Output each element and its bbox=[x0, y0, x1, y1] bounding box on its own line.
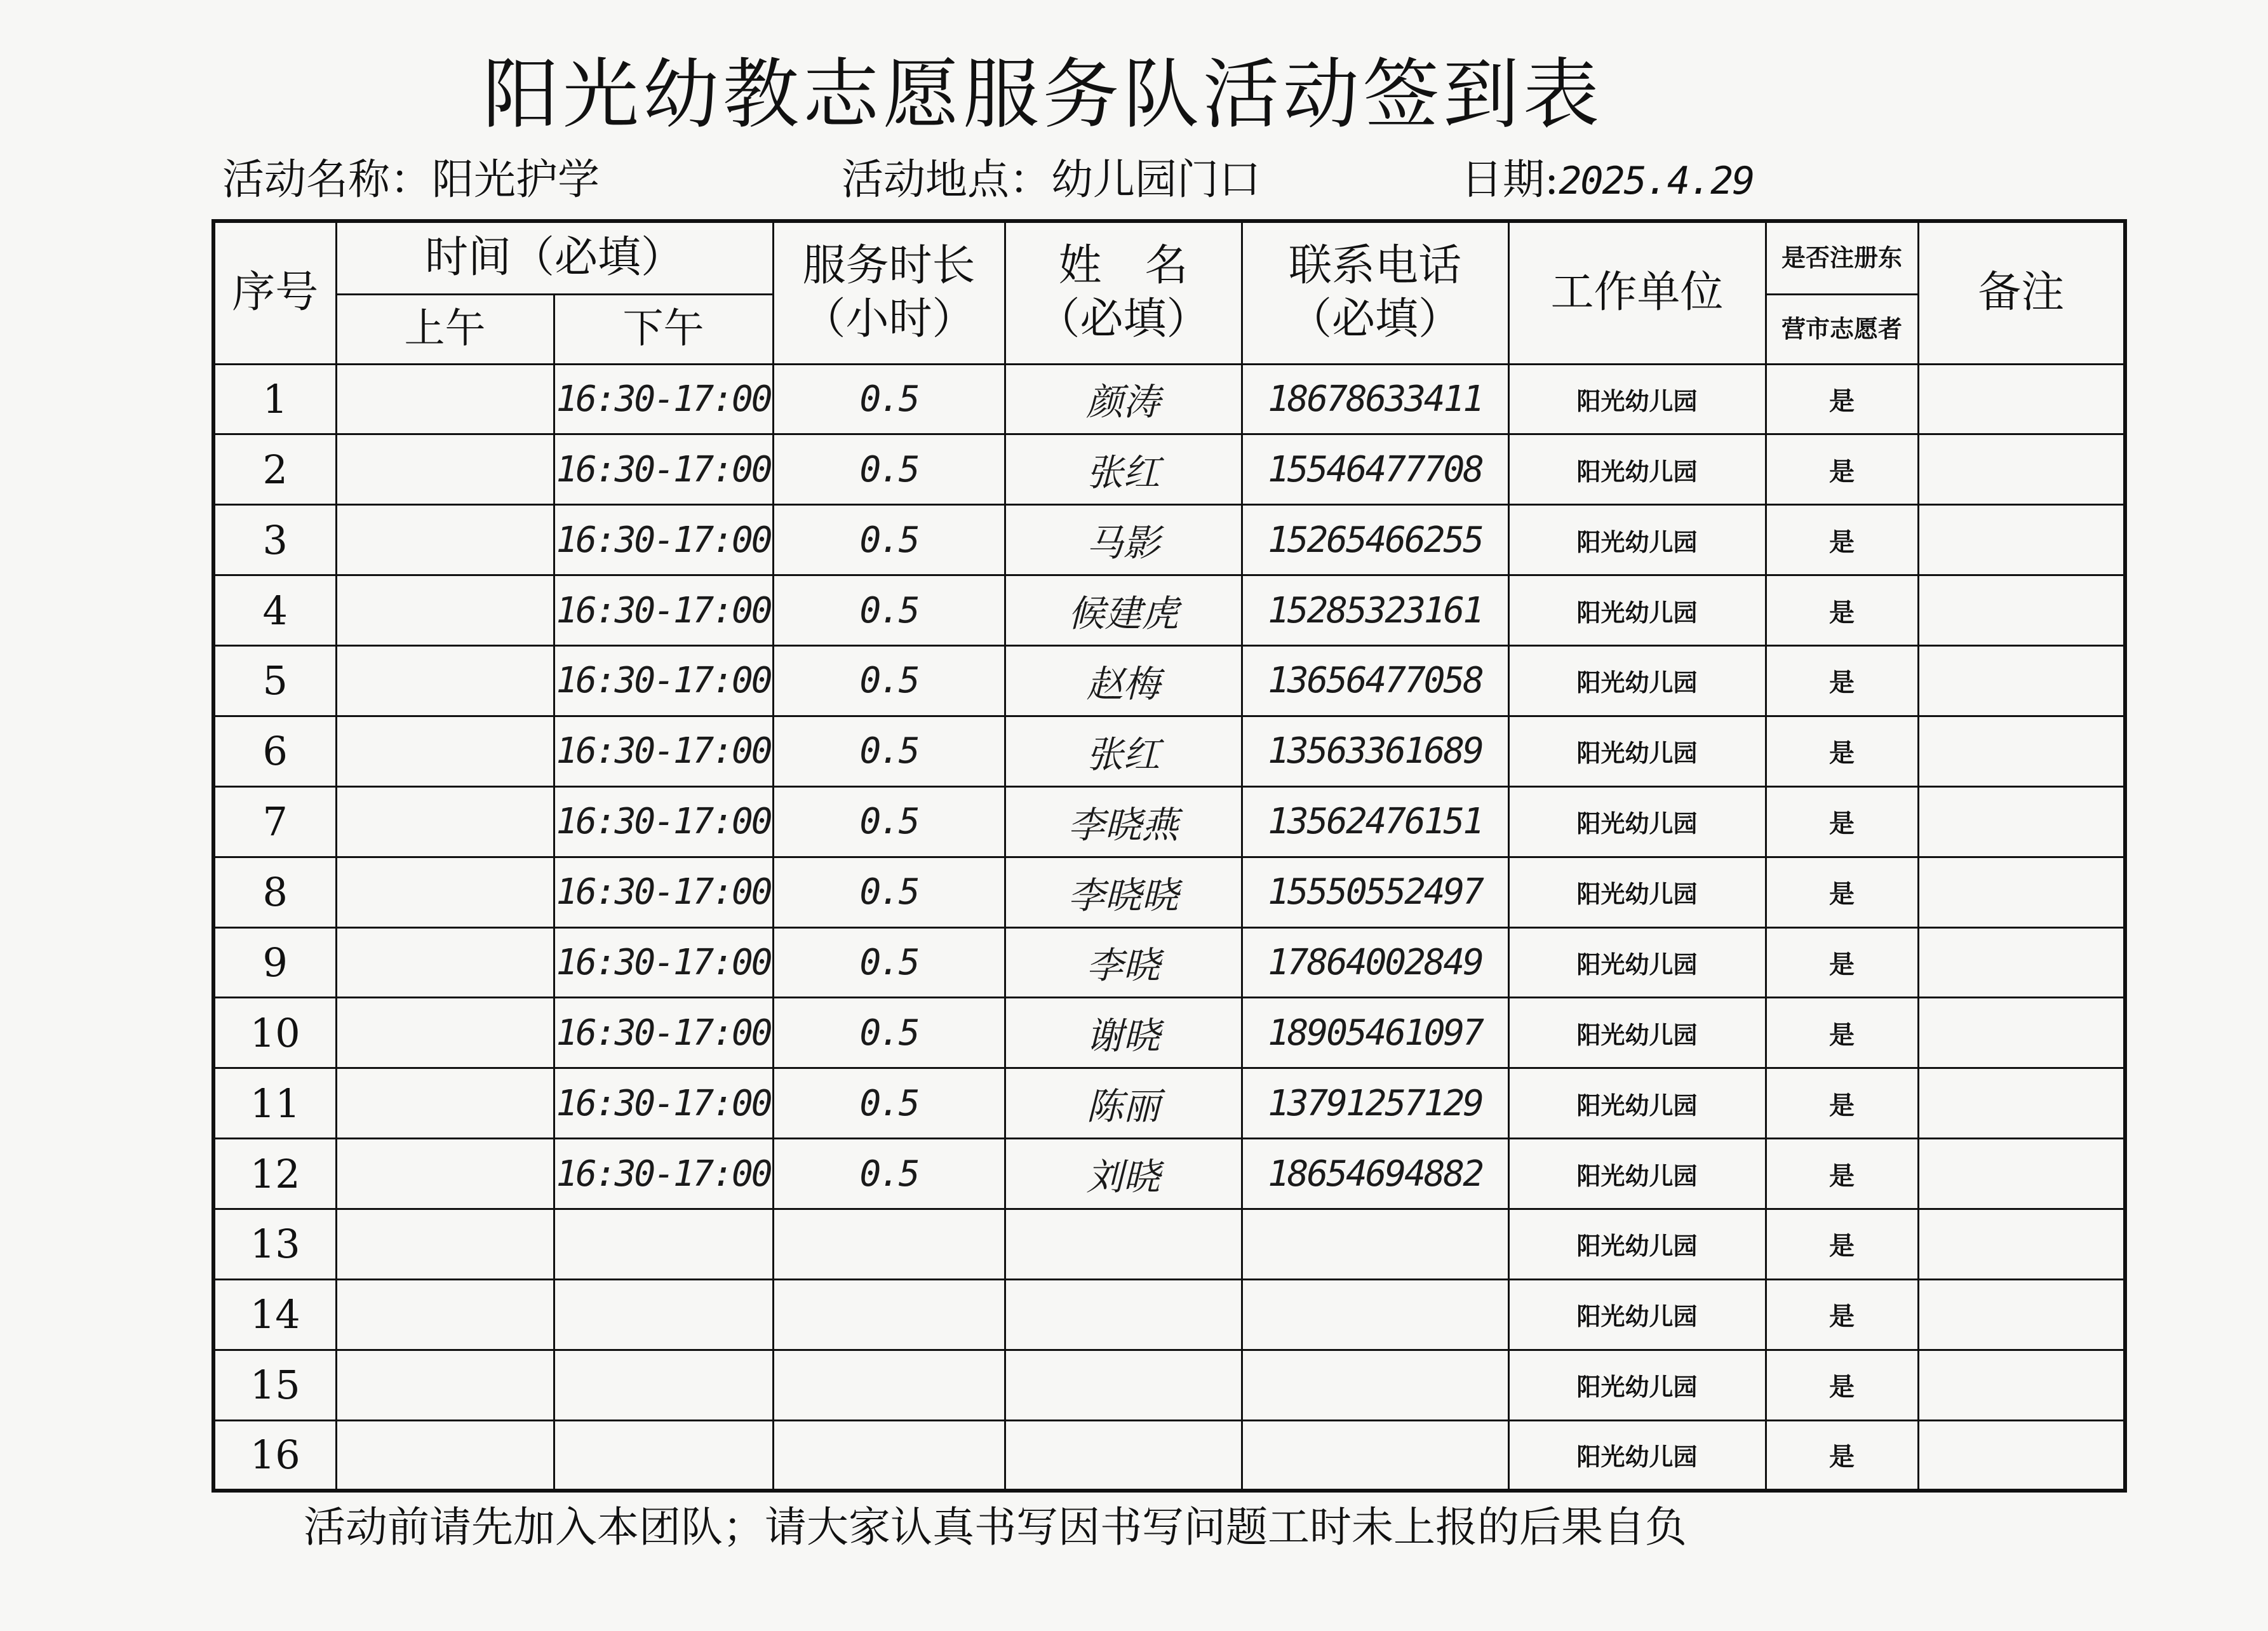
name-cell: 刘晓 bbox=[1005, 1139, 1242, 1209]
hours-cell: 0.5 bbox=[773, 786, 1005, 857]
am-time-cell bbox=[336, 1209, 554, 1280]
seq-cell: 10 bbox=[213, 998, 336, 1068]
name-cell: 李晓燕 bbox=[1005, 786, 1242, 857]
am-time-cell bbox=[336, 716, 554, 786]
seq-cell: 13 bbox=[213, 1209, 336, 1280]
name-cell: 赵梅 bbox=[1005, 646, 1242, 716]
table-row bbox=[213, 1209, 2125, 1280]
header-time: 时间（必填） bbox=[336, 221, 773, 294]
registered-cell: 是 bbox=[1766, 1068, 1918, 1139]
phone-cell: 17864002849 bbox=[1242, 927, 1508, 998]
table-row bbox=[213, 1350, 2125, 1420]
pm-time-cell: 16:30-17:00 bbox=[554, 575, 773, 646]
hours-cell: 0.5 bbox=[773, 716, 1005, 786]
unit-cell: 阳光幼儿园 bbox=[1508, 1279, 1766, 1350]
pm-time-cell: 16:30-17:00 bbox=[554, 1068, 773, 1139]
header-remarks: 备注 bbox=[1918, 221, 2125, 364]
phone-cell bbox=[1242, 1420, 1508, 1491]
remarks-cell bbox=[1918, 505, 2125, 575]
name-cell: 张红 bbox=[1005, 716, 1242, 786]
am-time-cell bbox=[336, 646, 554, 716]
am-time-cell bbox=[336, 1139, 554, 1209]
unit-cell: 阳光幼儿园 bbox=[1508, 1139, 1766, 1209]
name-cell: 谢晓 bbox=[1005, 998, 1242, 1068]
registered-cell: 是 bbox=[1766, 786, 1918, 857]
pm-time-cell: 16:30-17:00 bbox=[554, 998, 773, 1068]
phone-cell: 18654694882 bbox=[1242, 1139, 1508, 1209]
seq-cell: 6 bbox=[213, 716, 336, 786]
pm-time-cell: 16:30-17:00 bbox=[554, 1139, 773, 1209]
header-phone bbox=[1242, 221, 1508, 364]
hours-cell: 0.5 bbox=[773, 998, 1005, 1068]
remarks-cell bbox=[1918, 364, 2125, 434]
am-time-cell bbox=[336, 1420, 554, 1491]
footer-note: 活动前请先加入本团队；请大家认真书写因书写问题工时未上报的后果自负 bbox=[304, 1503, 1687, 1552]
unit-cell: 阳光幼儿园 bbox=[1508, 646, 1766, 716]
pm-time-cell bbox=[554, 1420, 773, 1491]
registered-cell: 是 bbox=[1766, 1209, 1918, 1280]
table-row bbox=[213, 1279, 2125, 1350]
hours-cell: 0.5 bbox=[773, 505, 1005, 575]
registered-cell: 是 bbox=[1766, 927, 1918, 998]
table-row bbox=[213, 927, 2125, 998]
registered-cell: 是 bbox=[1766, 716, 1918, 786]
phone-cell: 18905461097 bbox=[1242, 998, 1508, 1068]
name-cell bbox=[1005, 1420, 1242, 1491]
unit-cell: 阳光幼儿园 bbox=[1508, 434, 1766, 505]
seq-cell: 9 bbox=[213, 927, 336, 998]
remarks-cell bbox=[1918, 1350, 2125, 1420]
unit-cell: 阳光幼儿园 bbox=[1508, 1350, 1766, 1420]
remarks-cell bbox=[1918, 434, 2125, 505]
seq-cell: 16 bbox=[213, 1420, 336, 1491]
unit-cell: 阳光幼儿园 bbox=[1508, 505, 1766, 575]
pm-time-cell bbox=[554, 1350, 773, 1420]
activity-name-label: 活动名称： bbox=[222, 155, 432, 204]
phone-cell: 13563361689 bbox=[1242, 716, 1508, 786]
phone-cell: 13791257129 bbox=[1242, 1068, 1508, 1139]
header-unit: 工作单位 bbox=[1508, 221, 1766, 364]
registered-cell: 是 bbox=[1766, 646, 1918, 716]
header-registered-line1: 是否注册东 bbox=[1766, 221, 1918, 294]
table-row bbox=[213, 1420, 2125, 1491]
am-time-cell bbox=[336, 998, 554, 1068]
phone-cell: 13656477058 bbox=[1242, 646, 1508, 716]
header-duration bbox=[773, 221, 1005, 364]
header-duration-line1: 服务时长 bbox=[802, 241, 976, 292]
remarks-cell bbox=[1918, 1279, 2125, 1350]
seq-cell: 2 bbox=[213, 434, 336, 505]
table-row bbox=[213, 364, 2125, 434]
hours-cell bbox=[773, 1279, 1005, 1350]
pm-time-cell: 16:30-17:00 bbox=[554, 505, 773, 575]
am-time-cell bbox=[336, 434, 554, 505]
name-cell: 张红 bbox=[1005, 434, 1242, 505]
unit-cell: 阳光幼儿园 bbox=[1508, 998, 1766, 1068]
hours-cell: 0.5 bbox=[773, 364, 1005, 434]
table-row bbox=[213, 857, 2125, 927]
unit-cell: 阳光幼儿园 bbox=[1508, 364, 1766, 434]
remarks-cell bbox=[1918, 575, 2125, 646]
am-time-cell bbox=[336, 364, 554, 434]
registered-cell: 是 bbox=[1766, 1420, 1918, 1491]
phone-cell: 15546477708 bbox=[1242, 434, 1508, 505]
hours-cell bbox=[773, 1209, 1005, 1280]
phone-cell bbox=[1242, 1350, 1508, 1420]
header-registered-line2: 营市志愿者 bbox=[1766, 294, 1918, 364]
hours-cell bbox=[773, 1350, 1005, 1420]
hours-cell: 0.5 bbox=[773, 927, 1005, 998]
unit-cell: 阳光幼儿园 bbox=[1508, 575, 1766, 646]
remarks-cell bbox=[1918, 1209, 2125, 1280]
header-am: 上午 bbox=[336, 294, 554, 364]
seq-cell: 8 bbox=[213, 857, 336, 927]
pm-time-cell: 16:30-17:00 bbox=[554, 857, 773, 927]
registered-cell: 是 bbox=[1766, 364, 1918, 434]
am-time-cell bbox=[336, 1279, 554, 1350]
hours-cell: 0.5 bbox=[773, 1068, 1005, 1139]
phone-cell: 15550552497 bbox=[1242, 857, 1508, 927]
hours-cell bbox=[773, 1420, 1005, 1491]
name-cell: 候建虎 bbox=[1005, 575, 1242, 646]
phone-cell: 13562476151 bbox=[1242, 786, 1508, 857]
phone-cell bbox=[1242, 1279, 1508, 1350]
table-row bbox=[213, 505, 2125, 575]
signin-table bbox=[211, 219, 2127, 1493]
registered-cell: 是 bbox=[1766, 575, 1918, 646]
remarks-cell bbox=[1918, 786, 2125, 857]
registered-cell: 是 bbox=[1766, 1279, 1918, 1350]
location-value: 幼儿园门口 bbox=[1051, 155, 1261, 204]
pm-time-cell: 16:30-17:00 bbox=[554, 646, 773, 716]
pm-time-cell bbox=[554, 1209, 773, 1280]
header-duration-line2: （小时） bbox=[802, 294, 976, 345]
header-phone-line1: 联系电话 bbox=[1289, 241, 1462, 292]
name-cell: 陈丽 bbox=[1005, 1068, 1242, 1139]
seq-cell: 7 bbox=[213, 786, 336, 857]
table-row bbox=[213, 716, 2125, 786]
activity-name-value: 阳光护学 bbox=[432, 155, 600, 204]
unit-cell: 阳光幼儿园 bbox=[1508, 786, 1766, 857]
phone-cell: 15285323161 bbox=[1242, 575, 1508, 646]
pm-time-cell: 16:30-17:00 bbox=[554, 364, 773, 434]
registered-cell: 是 bbox=[1766, 1350, 1918, 1420]
seq-cell: 12 bbox=[213, 1139, 336, 1209]
unit-cell: 阳光幼儿园 bbox=[1508, 927, 1766, 998]
table-row bbox=[213, 786, 2125, 857]
page-title: 阳光幼教志愿服务队活动签到表 bbox=[483, 51, 1603, 139]
table-row bbox=[213, 646, 2125, 716]
activity-name-field bbox=[222, 151, 600, 208]
header-seq: 序号 bbox=[213, 221, 336, 364]
name-cell: 马影 bbox=[1005, 505, 1242, 575]
pm-time-cell: 16:30-17:00 bbox=[554, 927, 773, 998]
table-row bbox=[213, 998, 2125, 1068]
date-field bbox=[1461, 151, 1754, 210]
table-body bbox=[213, 364, 2125, 1491]
name-cell bbox=[1005, 1279, 1242, 1350]
registered-cell: 是 bbox=[1766, 1139, 1918, 1209]
hours-cell: 0.5 bbox=[773, 575, 1005, 646]
location-field bbox=[842, 151, 1261, 208]
name-cell: 李晓晓 bbox=[1005, 857, 1242, 927]
remarks-cell bbox=[1918, 646, 2125, 716]
seq-cell: 11 bbox=[213, 1068, 336, 1139]
table-row bbox=[213, 575, 2125, 646]
table-row bbox=[213, 1068, 2125, 1139]
name-cell: 李晓 bbox=[1005, 927, 1242, 998]
phone-cell bbox=[1242, 1209, 1508, 1280]
remarks-cell bbox=[1918, 927, 2125, 998]
remarks-cell bbox=[1918, 1068, 2125, 1139]
seq-cell: 14 bbox=[213, 1279, 336, 1350]
am-time-cell bbox=[336, 786, 554, 857]
phone-cell: 18678633411 bbox=[1242, 364, 1508, 434]
am-time-cell bbox=[336, 505, 554, 575]
remarks-cell bbox=[1918, 716, 2125, 786]
hours-cell: 0.5 bbox=[773, 1139, 1005, 1209]
phone-cell: 15265466255 bbox=[1242, 505, 1508, 575]
registered-cell: 是 bbox=[1766, 434, 1918, 505]
seq-cell: 4 bbox=[213, 575, 336, 646]
seq-cell: 1 bbox=[213, 364, 336, 434]
remarks-cell bbox=[1918, 998, 2125, 1068]
name-cell bbox=[1005, 1350, 1242, 1420]
am-time-cell bbox=[336, 1350, 554, 1420]
am-time-cell bbox=[336, 1068, 554, 1139]
header-pm: 下午 bbox=[554, 294, 773, 364]
registered-cell: 是 bbox=[1766, 505, 1918, 575]
seq-cell: 3 bbox=[213, 505, 336, 575]
date-value: 2025.4.29 bbox=[1559, 159, 1754, 203]
remarks-cell bbox=[1918, 1139, 2125, 1209]
table-row bbox=[213, 434, 2125, 505]
unit-cell: 阳光幼儿园 bbox=[1508, 1420, 1766, 1491]
registered-cell: 是 bbox=[1766, 998, 1918, 1068]
hours-cell: 0.5 bbox=[773, 646, 1005, 716]
am-time-cell bbox=[336, 927, 554, 998]
hours-cell: 0.5 bbox=[773, 434, 1005, 505]
hours-cell: 0.5 bbox=[773, 857, 1005, 927]
date-label: 日期: bbox=[1461, 155, 1559, 204]
registered-cell: 是 bbox=[1766, 857, 1918, 927]
name-cell bbox=[1005, 1209, 1242, 1280]
unit-cell: 阳光幼儿园 bbox=[1508, 1068, 1766, 1139]
am-time-cell bbox=[336, 857, 554, 927]
header-name-line2: （必填） bbox=[1037, 294, 1210, 345]
location-label: 活动地点： bbox=[842, 155, 1051, 204]
seq-cell: 15 bbox=[213, 1350, 336, 1420]
pm-time-cell: 16:30-17:00 bbox=[554, 786, 773, 857]
am-time-cell bbox=[336, 575, 554, 646]
name-cell: 颜涛 bbox=[1005, 364, 1242, 434]
pm-time-cell: 16:30-17:00 bbox=[554, 434, 773, 505]
pm-time-cell bbox=[554, 1279, 773, 1350]
header-name bbox=[1005, 221, 1242, 364]
unit-cell: 阳光幼儿园 bbox=[1508, 716, 1766, 786]
header-phone-line2: （必填） bbox=[1289, 294, 1462, 345]
seq-cell: 5 bbox=[213, 646, 336, 716]
unit-cell: 阳光幼儿园 bbox=[1508, 857, 1766, 927]
table-row bbox=[213, 1139, 2125, 1209]
remarks-cell bbox=[1918, 1420, 2125, 1491]
unit-cell: 阳光幼儿园 bbox=[1508, 1209, 1766, 1280]
header-name-line1: 姓 名 bbox=[1058, 241, 1188, 292]
pm-time-cell: 16:30-17:00 bbox=[554, 716, 773, 786]
remarks-cell bbox=[1918, 857, 2125, 927]
